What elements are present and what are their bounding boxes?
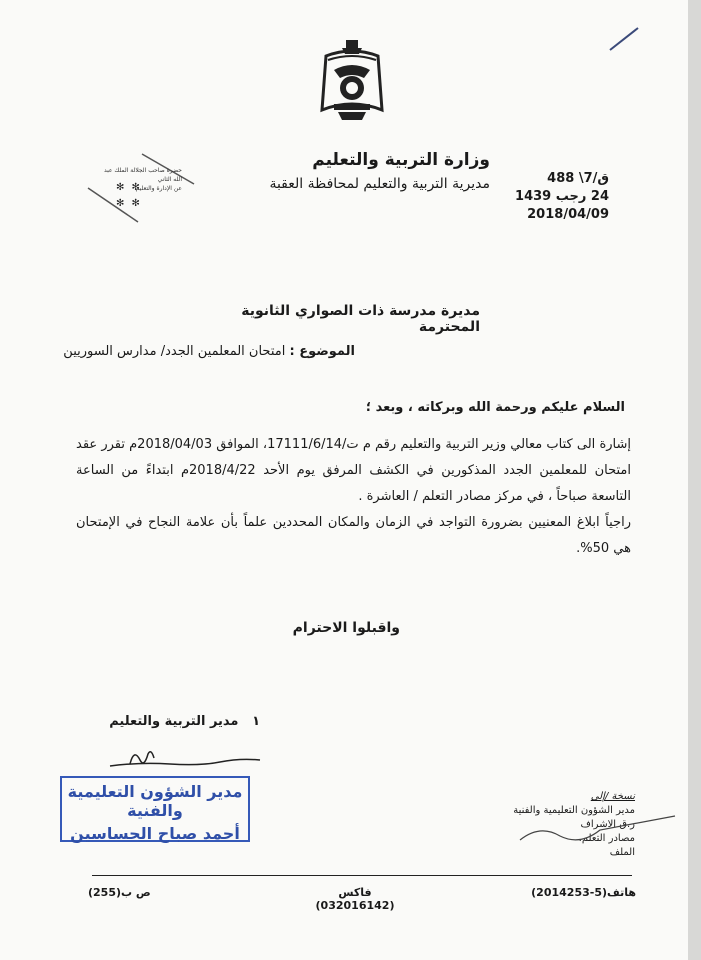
reference-number: ق/7\ 488 [547,171,609,186]
reference-block [505,170,609,224]
stars-icon: ✻ ✻ [116,198,142,209]
copy-item: مدير الشؤون التعليمية والفنية [513,805,635,816]
copy-item: ر.ق الاشراف [580,819,635,830]
stamp-name: أحمد صباح الحساسين [70,824,240,843]
body-paragraph: راجياً ابلاغ المعنيين بضرورة التواجد في الزمان والمكان المحددين علماً بأن علامة النجاح في الإمتحان هي 50%. [76,515,631,556]
corner-stamp-line1: حضرة صاحب الجلالة الملك عبد الله الثاني [103,167,182,183]
signature-mark: ١ [252,714,260,729]
corner-stamp [82,148,200,228]
greeting: السلام عليكم ورحمة الله وبركاته ، وبعد ؛ [365,400,625,415]
initials-scribble [510,810,680,850]
copies-header: نسخة /إلى [590,791,635,802]
recipient: مديرة مدرسة ذات الصواري الثانوية المحترمة [241,303,480,335]
corner-stamp-line2: عن الإدارة والتعليم [135,185,182,192]
directorate-name: مديرية التربية والتعليم لمحافظة العقبة [269,176,490,192]
subject-label: الموضوع : [289,344,355,359]
footer-fax: فاكس (032016142) [315,886,395,912]
page-edge [688,0,701,960]
stars-icon: ✻ ✻ [116,182,142,193]
copy-item: الملف [609,847,635,858]
hijri-date: 24 رجب 1439 [515,189,609,204]
coat-of-arms-icon [316,38,388,126]
subject-text: امتحان المعلمين الجدد/ مدارس السوريين [63,344,286,359]
official-stamp [60,776,250,842]
signatory-role: مدير التربية والتعليم [109,714,239,729]
pen-stroke-mark [606,24,642,54]
footer-divider [92,875,632,876]
body-paragraph: إشارة الى كتاب معالي وزير التربية والتعليم رقم م ت/17111/6/14، الموافق 2018/04/03م تقرر عقد امتحان للمعلمين الجدد المذكورين في الكشف المرفق يوم الأحد 2018/4/22م ابتداءً من الساعة التاسعة صباحاً ، في مركز مصادر التعلم / العاشرة . [76,437,632,504]
copy-item: مصادر التعلم. [578,833,635,844]
signatory-title [70,714,260,729]
footer-po-box: ص ب(255) [88,886,151,899]
gregorian-date: 2018/04/09 [527,207,609,222]
footer-phone: هاتف(5-2014253) [531,886,636,899]
closing: واقبلوا الاحترام [292,620,400,636]
handwritten-signature [100,738,270,774]
letter-body [76,432,631,562]
ministry-name: وزارة التربية والتعليم [312,150,490,170]
subject-line [60,344,355,359]
stamp-title: مدير الشؤون التعليمية والفنية [67,782,243,820]
